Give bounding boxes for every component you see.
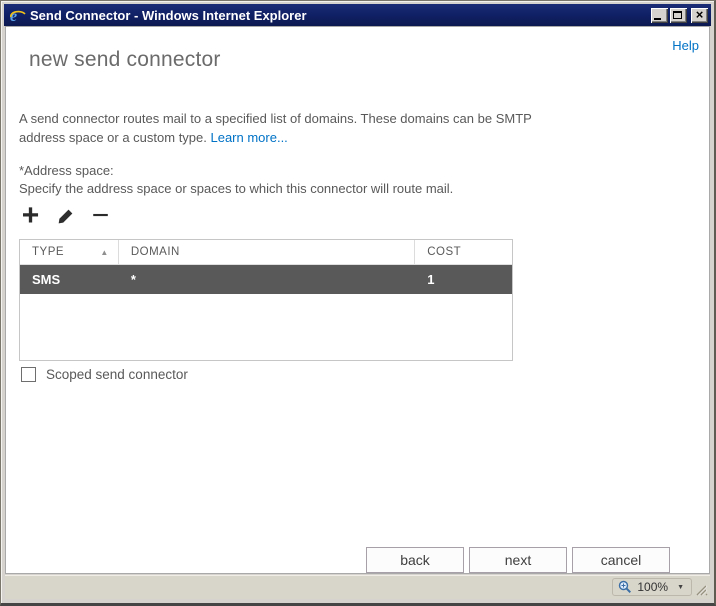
remove-button[interactable]: [87, 201, 114, 231]
edit-button[interactable]: [52, 201, 79, 231]
next-button[interactable]: next: [469, 547, 567, 573]
close-button[interactable]: [691, 8, 708, 23]
ie-logo-icon: [9, 7, 26, 24]
address-space-table: [19, 239, 513, 361]
column-header-domain[interactable]: DOMAIN: [119, 240, 415, 264]
statusbar: [5, 575, 710, 599]
description-line1: A send connector routes mail to a specified list of domains. These domains can be SMTP: [19, 111, 532, 126]
table-header: [20, 240, 512, 265]
cell-cost: 1: [427, 272, 435, 287]
page-title: new send connector: [29, 48, 221, 71]
table-row-selected[interactable]: [20, 265, 512, 294]
scoped-send-connector-row: [21, 367, 188, 382]
back-button[interactable]: back: [366, 547, 464, 573]
maximize-icon: [673, 11, 682, 19]
address-space-toolbar: [17, 201, 114, 231]
magnifier-icon: [618, 580, 632, 594]
scoped-send-connector-label: Scoped send connector: [46, 367, 188, 382]
address-space-label: *Address space:: [19, 163, 114, 178]
titlebar: [4, 4, 711, 26]
zoom-control[interactable]: [612, 578, 692, 596]
window-title: Send Connector - Windows Internet Explorer: [30, 7, 307, 23]
svg-text:e: e: [10, 7, 18, 24]
scoped-send-connector-checkbox[interactable]: [21, 367, 36, 382]
add-button[interactable]: [17, 201, 44, 231]
resize-grip[interactable]: [695, 583, 708, 596]
minimize-button[interactable]: [651, 8, 668, 23]
help-link[interactable]: Help: [672, 38, 699, 53]
sort-ascending-icon: ▲: [100, 248, 109, 257]
description-text: [19, 109, 532, 147]
cell-type: SMS: [32, 272, 61, 287]
plus-icon: +: [21, 199, 40, 232]
close-icon: ×: [695, 6, 704, 22]
cell-domain: *: [130, 272, 136, 287]
maximize-button[interactable]: [670, 8, 687, 23]
cancel-button[interactable]: cancel: [572, 547, 670, 573]
minus-icon: −: [91, 199, 110, 232]
minimize-icon: [654, 18, 661, 20]
pencil-icon: [56, 207, 75, 226]
description-line2: address space or a custom type.: [19, 130, 211, 145]
zoom-level: 100%: [637, 580, 669, 594]
address-space-hint: Specify the address space or spaces to which this connector will route mail.: [19, 181, 454, 196]
column-header-type[interactable]: TYPE ▲: [20, 240, 119, 264]
column-header-cost[interactable]: COST: [427, 246, 462, 258]
zoom-dropdown-icon: ▼: [677, 583, 684, 591]
learn-more-link[interactable]: Learn more...: [210, 130, 288, 145]
